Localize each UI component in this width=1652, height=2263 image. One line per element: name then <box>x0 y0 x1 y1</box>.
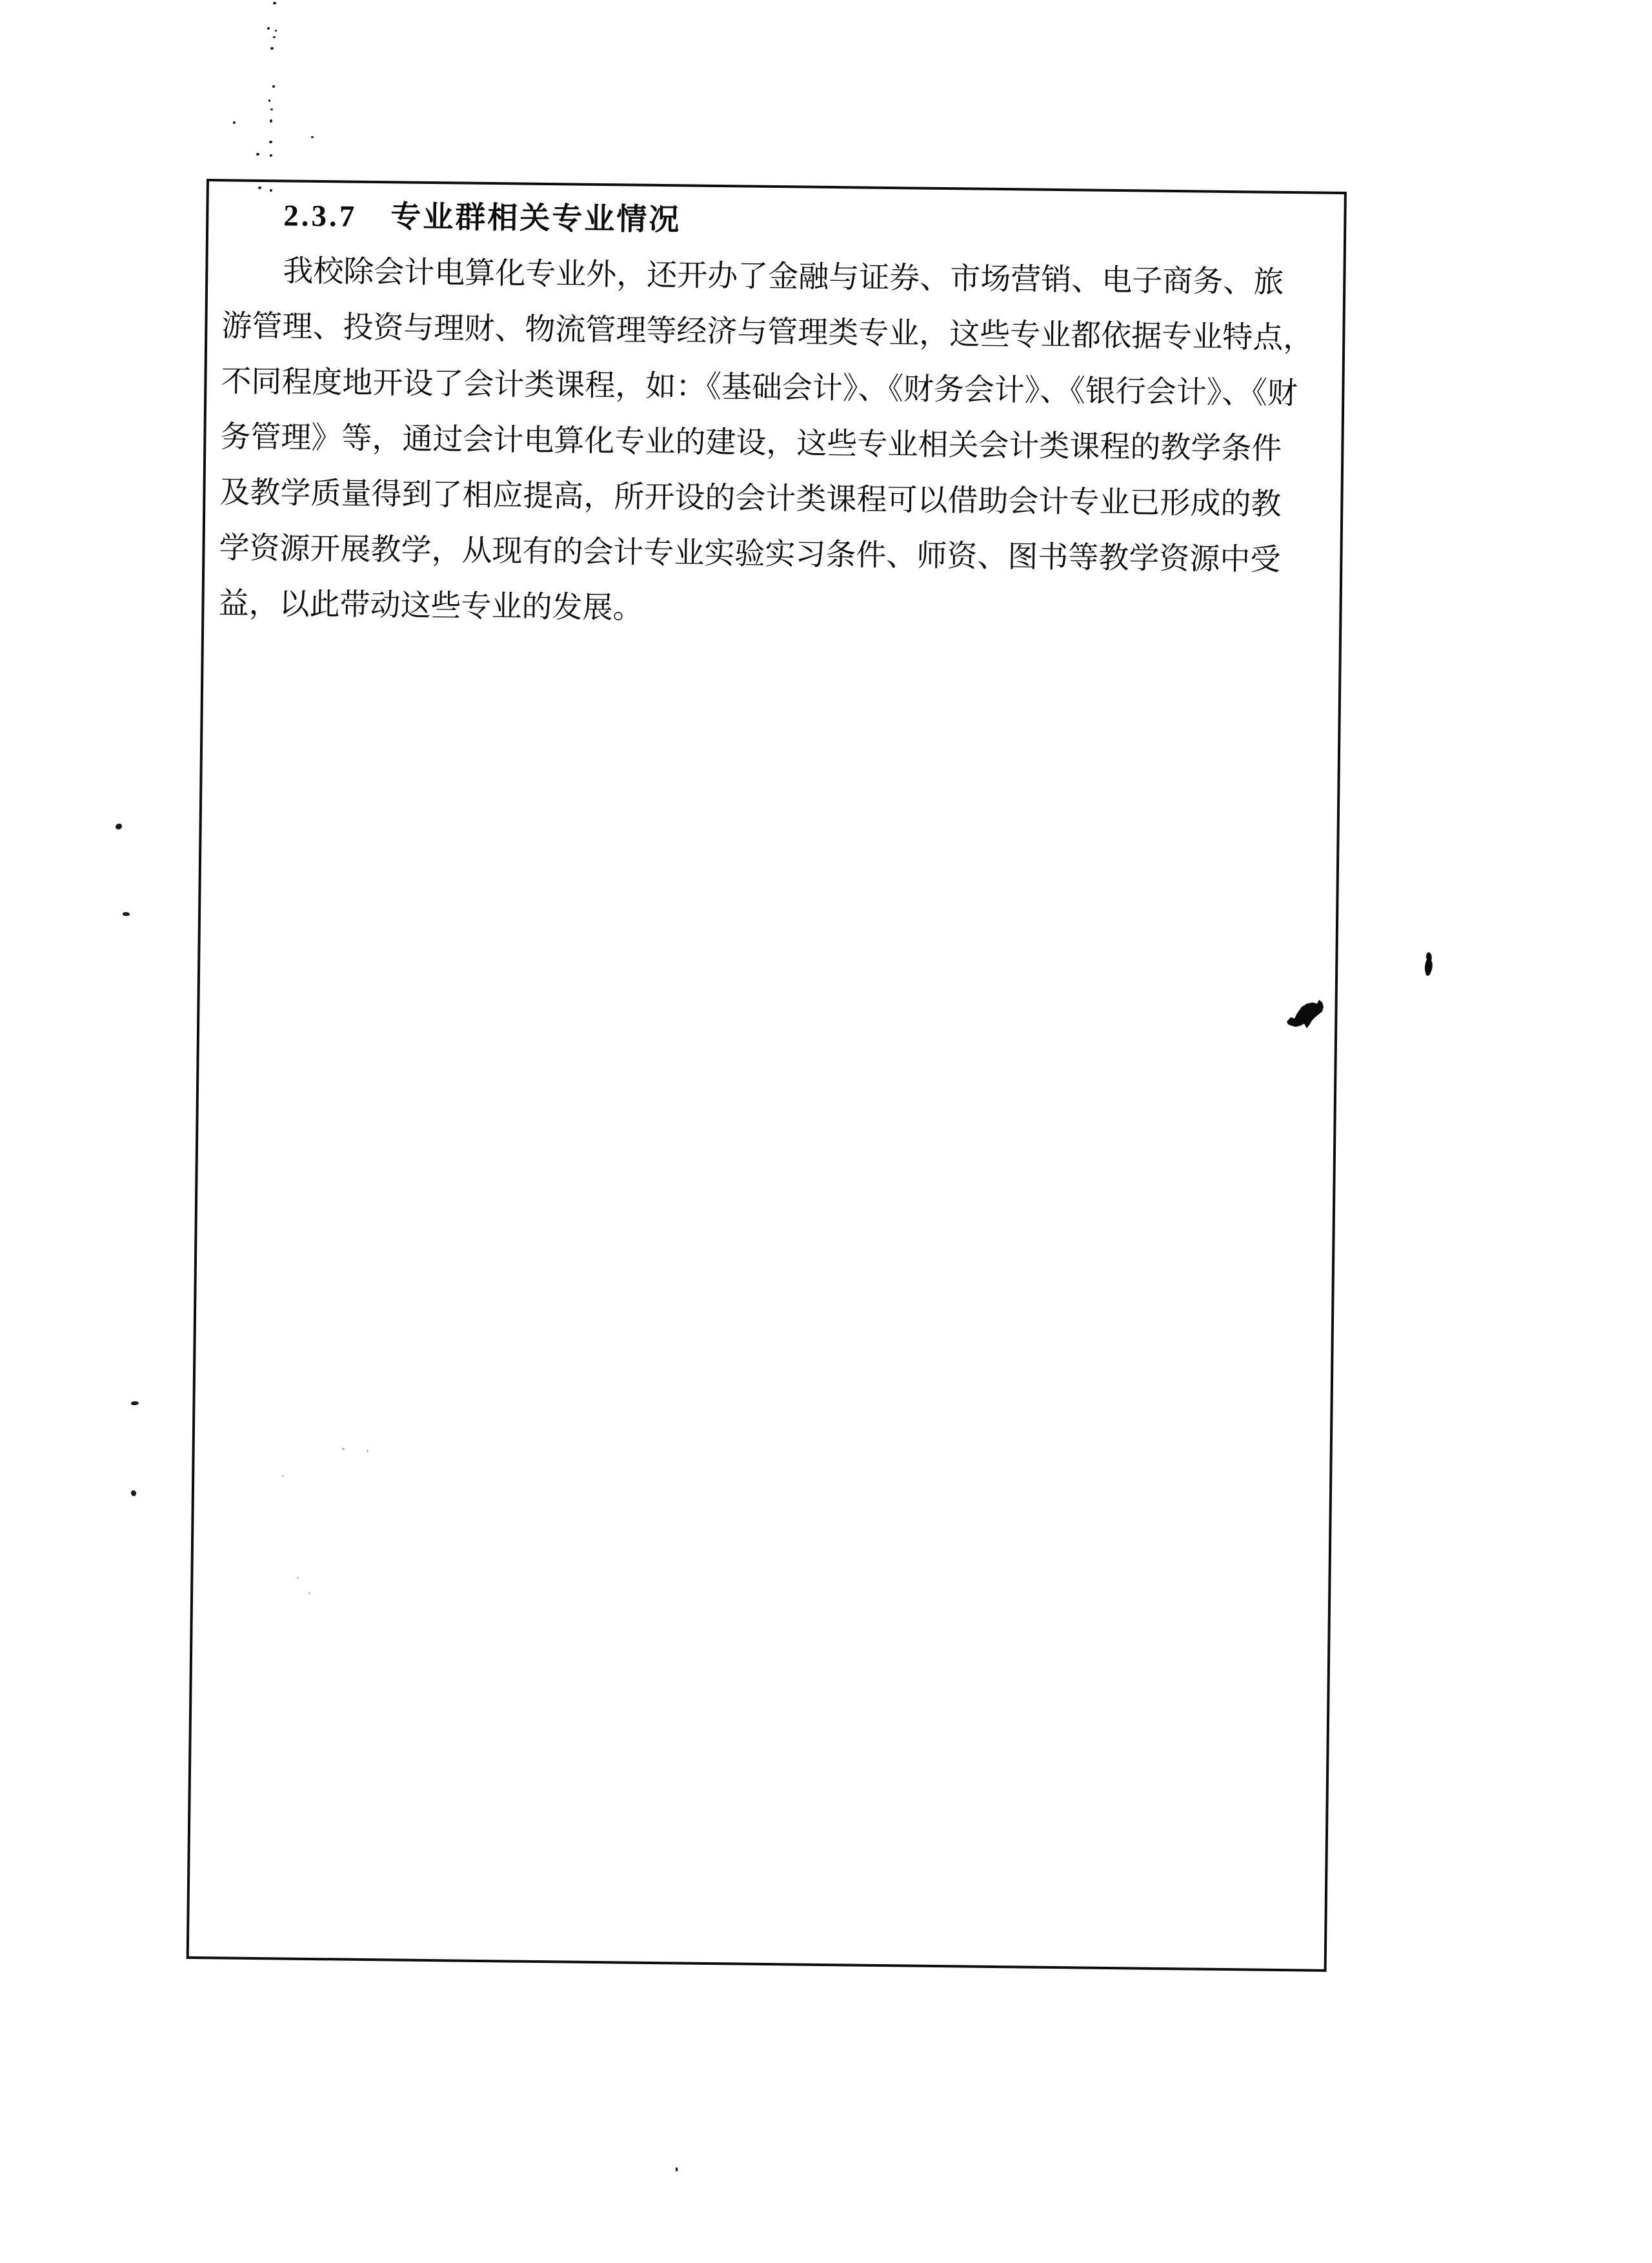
text-block <box>218 187 1327 644</box>
scan-speck <box>272 85 275 88</box>
section-title: 专业群相关专业情况 <box>390 199 681 237</box>
paragraph-line: 学资源开展教学，从现有的会计专业实验实习条件、师资、图书等教学资源中受 <box>219 531 1281 577</box>
paragraph-line: 务管理》等，通过会计电算化专业的建设，这些专业相关会计类课程的教学条件 <box>220 420 1282 466</box>
scan-speck <box>270 108 273 110</box>
scan-speck <box>131 1401 139 1405</box>
paragraph-line: 游管理、投资与理财、物流管理等经济与管理类专业，这些专业都依据专业特点， <box>221 309 1314 356</box>
scan-speck <box>270 119 272 123</box>
scan-speck <box>676 2167 678 2171</box>
scan-speck <box>275 30 277 32</box>
paragraph-line: 我校除会计电算化专业外，还开办了金融与证券、市场营销、电子商务、旅 <box>283 254 1284 299</box>
paragraph-line-last: 益，以此带动这些专业的发展。 <box>218 587 643 625</box>
ink-blot <box>1285 998 1328 1033</box>
scan-speck <box>268 99 270 102</box>
scan-speck <box>311 136 314 138</box>
scan-speck <box>269 141 272 143</box>
scan-speck <box>116 824 122 829</box>
scan-speck <box>270 154 272 157</box>
scan-speck <box>273 2 276 5</box>
scan-speck <box>256 153 259 156</box>
section-number: 2.3.7 <box>283 199 358 234</box>
paragraph-line: 及教学质量得到了相应提高，所开设的会计类课程可以借助会计专业已形成的教 <box>219 476 1282 522</box>
scan-speck <box>270 47 274 50</box>
scan-speck <box>233 121 236 124</box>
table-cell-border <box>186 179 1347 1972</box>
scan-speck <box>267 27 270 30</box>
scan-speck <box>131 1490 136 1496</box>
scan-speck <box>273 36 276 38</box>
ink-mark-right-margin <box>1423 952 1435 978</box>
scan-speck <box>123 912 130 916</box>
paragraph-line: 不同程度地开设了会计类课程，如：《基础会计》、《财务会计》、《银行会计》、《财 <box>221 365 1298 411</box>
